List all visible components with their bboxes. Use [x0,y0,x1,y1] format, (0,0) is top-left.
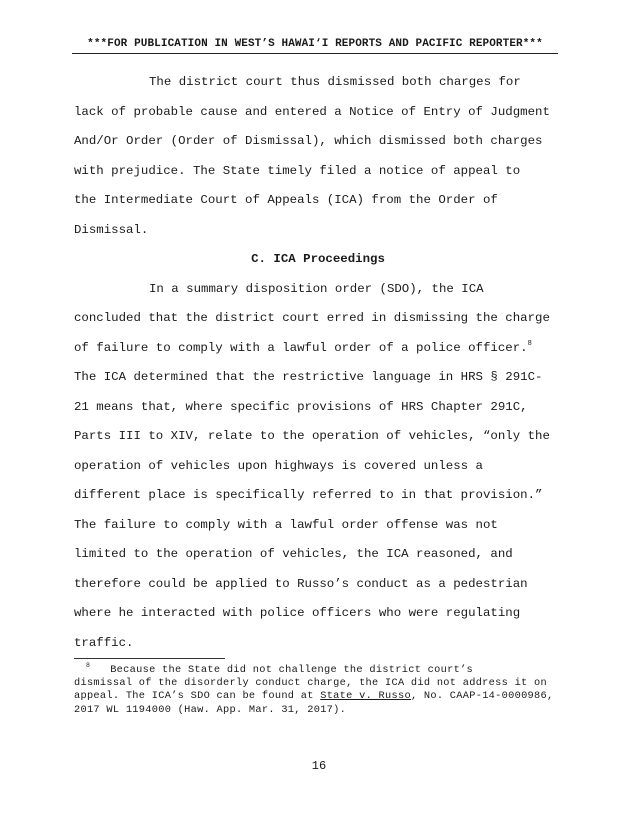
footnote-separator [74,658,225,659]
paragraph-line: therefore could be applied to Russo’s conduct as a pedestrian [74,576,528,591]
footnote-number: 8 [86,662,91,669]
paragraph-line: operation of vehicles upon highways is covered unless a [74,458,483,473]
paragraph-line: 21 means that, where specific provisions of HRS Chapter 291C, [74,399,528,414]
paragraph-line: the Intermediate Court of Appeals (ICA) from the Order of [74,193,498,207]
paragraph-line: traffic. [74,635,134,650]
footnote-line [74,690,564,703]
header-rule [72,53,558,54]
footnote-line: dismissal of the disorderly conduct charge, the ICA did not address it on [74,677,547,690]
paragraph-line: lack of probable cause and entered a Notice of Entry of Judgment [74,104,550,119]
footnote-text: , No. CAAP-14-0000986, [410,690,554,703]
footnote-text: appeal. The ICA’s SDO can be found at [74,690,321,703]
paragraph-line: limited to the operation of vehicles, the ICA reasoned, and [74,547,513,561]
case-citation-link[interactable]: State v. Russo [320,690,411,703]
paragraph-line: The failure to comply with a lawful order offense was not [74,517,498,532]
footnote-line [74,664,564,677]
paragraph-line: where he interacted with police officers who were regulating [74,606,521,620]
page-number: 16 [311,759,327,773]
paragraph-line: with prejudice. The State timely filed a notice of appeal to [74,163,521,178]
paragraph-line: The district court thus dismissed both charges for [149,75,521,89]
paragraph-line: Parts III to XIV, relate to the operation of vehicles, “only the [74,429,550,443]
section-heading: C. ICA Proceedings [251,252,385,266]
paragraph-line: concluded that the district court erred in dismissing the charge [74,311,550,325]
paragraph-line [74,334,562,364]
opinion-body [74,68,562,658]
footnote-text: Because the State did not challenge the district court’s [110,664,474,676]
footnote-line: 2017 WL 1194000 (Haw. App. Mar. 31, 2017). [74,703,347,716]
footnote [74,664,564,717]
paragraph-text: of failure to comply with a lawful order of a police officer. [74,340,528,355]
running-header: ***FOR PUBLICATION IN WEST’S HAWAI‘I REPORTS AND PACIFIC REPORTER*** [87,38,543,50]
paragraph-line: different place is specifically referred to in that provision.” [74,488,543,502]
paragraph-line: The ICA determined that the restrictive language in HRS § 291C- [74,370,543,384]
paragraph-line: In a summary disposition order (SDO), the ICA [149,281,484,296]
paragraph-line: Dismissal. [74,222,149,237]
footnote-reference[interactable]: 8 [527,339,532,348]
paragraph-line: And/Or Order (Order of Dismissal), which dismissed both charges [74,134,543,148]
